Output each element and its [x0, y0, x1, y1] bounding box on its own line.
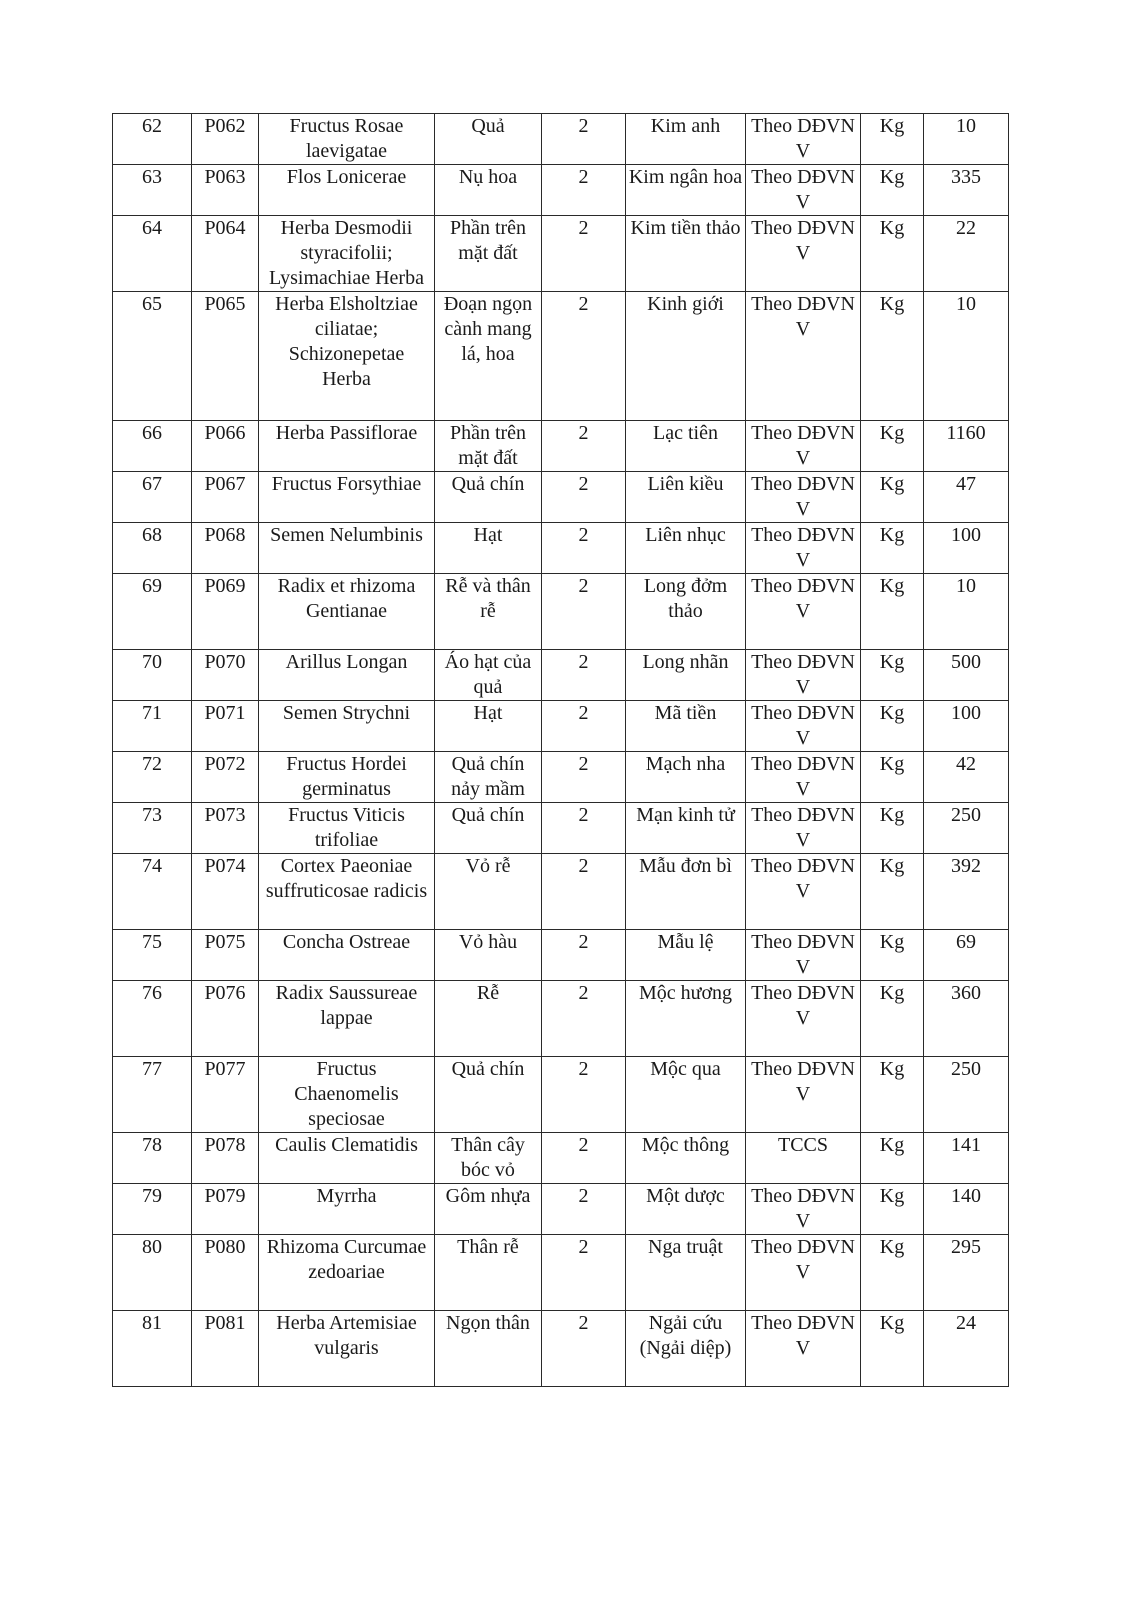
vietnamese-name: Kinh giới: [626, 292, 746, 421]
table-row: [113, 472, 1009, 523]
unit: Kg: [861, 421, 924, 472]
unit: Kg: [861, 752, 924, 803]
table-row: [113, 701, 1009, 752]
plant-part: Phần trên mặt đất: [435, 216, 542, 292]
table-row: [113, 421, 1009, 472]
latin-name: Herba Desmodii styracifolii; Lysimachiae Herba: [259, 216, 435, 292]
latin-name: Fructus Viticis trifoliae: [259, 803, 435, 854]
standard: Theo DĐVN V: [746, 650, 861, 701]
quantity: 500: [924, 650, 1009, 701]
plant-part: Áo hạt của quả: [435, 650, 542, 701]
plant-part: Nụ hoa: [435, 165, 542, 216]
plant-part: Quả chín nảy mầm: [435, 752, 542, 803]
row-number: 80: [113, 1235, 192, 1311]
row-number: 76: [113, 981, 192, 1057]
table-row: [113, 114, 1009, 165]
row-number: 69: [113, 574, 192, 650]
item-code: P075: [192, 930, 259, 981]
row-number: 73: [113, 803, 192, 854]
standard: Theo DĐVN V: [746, 114, 861, 165]
item-code: P080: [192, 1235, 259, 1311]
standard: TCCS: [746, 1133, 861, 1184]
group-number: 2: [542, 803, 626, 854]
plant-part: Phần trên mặt đất: [435, 421, 542, 472]
unit: Kg: [861, 114, 924, 165]
vietnamese-name: Liên nhục: [626, 523, 746, 574]
item-code: P081: [192, 1311, 259, 1387]
latin-name: Flos Lonicerae: [259, 165, 435, 216]
table-row: [113, 854, 1009, 930]
item-code: P079: [192, 1184, 259, 1235]
group-number: 2: [542, 650, 626, 701]
unit: Kg: [861, 165, 924, 216]
vietnamese-name: Mạch nha: [626, 752, 746, 803]
row-number: 78: [113, 1133, 192, 1184]
row-number: 77: [113, 1057, 192, 1133]
quantity: 10: [924, 574, 1009, 650]
standard: Theo DĐVN V: [746, 930, 861, 981]
vietnamese-name: Liên kiều: [626, 472, 746, 523]
table-row: [113, 981, 1009, 1057]
standard: Theo DĐVN V: [746, 1311, 861, 1387]
table-row: [113, 1057, 1009, 1133]
standard: Theo DĐVN V: [746, 523, 861, 574]
item-code: P070: [192, 650, 259, 701]
quantity: 1160: [924, 421, 1009, 472]
table-row: [113, 1311, 1009, 1387]
plant-part: Quả chín: [435, 472, 542, 523]
unit: Kg: [861, 574, 924, 650]
vietnamese-name: Mã tiền: [626, 701, 746, 752]
row-number: 70: [113, 650, 192, 701]
table-row: [113, 574, 1009, 650]
group-number: 2: [542, 292, 626, 421]
row-number: 63: [113, 165, 192, 216]
group-number: 2: [542, 216, 626, 292]
unit: Kg: [861, 523, 924, 574]
table-row: [113, 803, 1009, 854]
standard: Theo DĐVN V: [746, 1184, 861, 1235]
latin-name: Semen Strychni: [259, 701, 435, 752]
plant-part: Rễ và thân rễ: [435, 574, 542, 650]
item-code: P071: [192, 701, 259, 752]
table-row: [113, 1235, 1009, 1311]
item-code: P076: [192, 981, 259, 1057]
quantity: 10: [924, 114, 1009, 165]
row-number: 64: [113, 216, 192, 292]
unit: Kg: [861, 1235, 924, 1311]
latin-name: Caulis Clematidis: [259, 1133, 435, 1184]
group-number: 2: [542, 523, 626, 574]
item-code: P068: [192, 523, 259, 574]
vietnamese-name: Mẫu lệ: [626, 930, 746, 981]
plant-part: Vỏ hàu: [435, 930, 542, 981]
group-number: 2: [542, 854, 626, 930]
vietnamese-name: Mộc hương: [626, 981, 746, 1057]
latin-name: Concha Ostreae: [259, 930, 435, 981]
group-number: 2: [542, 1057, 626, 1133]
standard: Theo DĐVN V: [746, 803, 861, 854]
unit: Kg: [861, 701, 924, 752]
unit: Kg: [861, 854, 924, 930]
herb-table: [112, 113, 1009, 1387]
vietnamese-name: Lạc tiên: [626, 421, 746, 472]
quantity: 100: [924, 701, 1009, 752]
table-row: [113, 650, 1009, 701]
table-row: [113, 930, 1009, 981]
item-code: P074: [192, 854, 259, 930]
group-number: 2: [542, 930, 626, 981]
quantity: 140: [924, 1184, 1009, 1235]
item-code: P064: [192, 216, 259, 292]
row-number: 67: [113, 472, 192, 523]
quantity: 250: [924, 1057, 1009, 1133]
standard: Theo DĐVN V: [746, 1057, 861, 1133]
latin-name: Fructus Forsythiae: [259, 472, 435, 523]
standard: Theo DĐVN V: [746, 292, 861, 421]
plant-part: Quả: [435, 114, 542, 165]
table-row: [113, 523, 1009, 574]
row-number: 66: [113, 421, 192, 472]
unit: Kg: [861, 650, 924, 701]
group-number: 2: [542, 472, 626, 523]
quantity: 250: [924, 803, 1009, 854]
group-number: 2: [542, 981, 626, 1057]
vietnamese-name: Long đởm thảo: [626, 574, 746, 650]
plant-part: Quả chín: [435, 803, 542, 854]
vietnamese-name: Ngải cứu (Ngải diệp): [626, 1311, 746, 1387]
quantity: 10: [924, 292, 1009, 421]
unit: Kg: [861, 803, 924, 854]
unit: Kg: [861, 930, 924, 981]
quantity: 69: [924, 930, 1009, 981]
latin-name: Semen Nelumbinis: [259, 523, 435, 574]
row-number: 74: [113, 854, 192, 930]
quantity: 295: [924, 1235, 1009, 1311]
quantity: 42: [924, 752, 1009, 803]
plant-part: Vỏ rễ: [435, 854, 542, 930]
unit: Kg: [861, 292, 924, 421]
group-number: 2: [542, 1235, 626, 1311]
plant-part: Quả chín: [435, 1057, 542, 1133]
plant-part: Thân rễ: [435, 1235, 542, 1311]
item-code: P067: [192, 472, 259, 523]
vietnamese-name: Mẫu đơn bì: [626, 854, 746, 930]
unit: Kg: [861, 1133, 924, 1184]
vietnamese-name: Kim anh: [626, 114, 746, 165]
row-number: 68: [113, 523, 192, 574]
table-row: [113, 752, 1009, 803]
quantity: 47: [924, 472, 1009, 523]
group-number: 2: [542, 1311, 626, 1387]
group-number: 2: [542, 165, 626, 216]
latin-name: Herba Passiflorae: [259, 421, 435, 472]
row-number: 65: [113, 292, 192, 421]
latin-name: Radix Saussureae lappae: [259, 981, 435, 1057]
quantity: 360: [924, 981, 1009, 1057]
table-row: [113, 165, 1009, 216]
unit: Kg: [861, 216, 924, 292]
plant-part: Hạt: [435, 701, 542, 752]
item-code: P072: [192, 752, 259, 803]
item-code: P063: [192, 165, 259, 216]
plant-part: Ngọn thân: [435, 1311, 542, 1387]
plant-part: Rễ: [435, 981, 542, 1057]
latin-name: Arillus Longan: [259, 650, 435, 701]
standard: Theo DĐVN V: [746, 421, 861, 472]
group-number: 2: [542, 114, 626, 165]
quantity: 24: [924, 1311, 1009, 1387]
vietnamese-name: Long nhãn: [626, 650, 746, 701]
vietnamese-name: Kim ngân hoa: [626, 165, 746, 216]
group-number: 2: [542, 1184, 626, 1235]
plant-part: Đoạn ngọn cành mang lá, hoa: [435, 292, 542, 421]
latin-name: Rhizoma Curcumae zedoariae: [259, 1235, 435, 1311]
latin-name: Myrrha: [259, 1184, 435, 1235]
quantity: 141: [924, 1133, 1009, 1184]
group-number: 2: [542, 752, 626, 803]
row-number: 62: [113, 114, 192, 165]
item-code: P078: [192, 1133, 259, 1184]
standard: Theo DĐVN V: [746, 981, 861, 1057]
unit: Kg: [861, 1057, 924, 1133]
row-number: 81: [113, 1311, 192, 1387]
vietnamese-name: Một dược: [626, 1184, 746, 1235]
row-number: 79: [113, 1184, 192, 1235]
standard: Theo DĐVN V: [746, 854, 861, 930]
latin-name: Herba Artemisiae vulgaris: [259, 1311, 435, 1387]
row-number: 72: [113, 752, 192, 803]
vietnamese-name: Mạn kinh tử: [626, 803, 746, 854]
standard: Theo DĐVN V: [746, 165, 861, 216]
group-number: 2: [542, 421, 626, 472]
unit: Kg: [861, 472, 924, 523]
plant-part: Thân cây bóc vỏ: [435, 1133, 542, 1184]
table-row: [113, 292, 1009, 421]
standard: Theo DĐVN V: [746, 472, 861, 523]
standard: Theo DĐVN V: [746, 574, 861, 650]
latin-name: Herba Elsholtziae ciliatae; Schizonepetae Herba: [259, 292, 435, 421]
item-code: P069: [192, 574, 259, 650]
standard: Theo DĐVN V: [746, 216, 861, 292]
item-code: P062: [192, 114, 259, 165]
quantity: 100: [924, 523, 1009, 574]
item-code: P077: [192, 1057, 259, 1133]
group-number: 2: [542, 701, 626, 752]
table-row: [113, 1184, 1009, 1235]
unit: Kg: [861, 1311, 924, 1387]
standard: Theo DĐVN V: [746, 701, 861, 752]
latin-name: Fructus Hordei germinatus: [259, 752, 435, 803]
quantity: 392: [924, 854, 1009, 930]
standard: Theo DĐVN V: [746, 752, 861, 803]
table-row: [113, 216, 1009, 292]
group-number: 2: [542, 574, 626, 650]
latin-name: Fructus Chaenomelis speciosae: [259, 1057, 435, 1133]
vietnamese-name: Mộc qua: [626, 1057, 746, 1133]
vietnamese-name: Mộc thông: [626, 1133, 746, 1184]
table-row: [113, 1133, 1009, 1184]
standard: Theo DĐVN V: [746, 1235, 861, 1311]
latin-name: Fructus Rosae laevigatae: [259, 114, 435, 165]
plant-part: Hạt: [435, 523, 542, 574]
plant-part: Gôm nhựa: [435, 1184, 542, 1235]
group-number: 2: [542, 1133, 626, 1184]
unit: Kg: [861, 981, 924, 1057]
quantity: 22: [924, 216, 1009, 292]
vietnamese-name: Kim tiền thảo: [626, 216, 746, 292]
unit: Kg: [861, 1184, 924, 1235]
item-code: P065: [192, 292, 259, 421]
latin-name: Cortex Paeoniae suffruticosae radicis: [259, 854, 435, 930]
latin-name: Radix et rhizoma Gentianae: [259, 574, 435, 650]
quantity: 335: [924, 165, 1009, 216]
item-code: P066: [192, 421, 259, 472]
row-number: 71: [113, 701, 192, 752]
item-code: P073: [192, 803, 259, 854]
row-number: 75: [113, 930, 192, 981]
vietnamese-name: Nga truật: [626, 1235, 746, 1311]
